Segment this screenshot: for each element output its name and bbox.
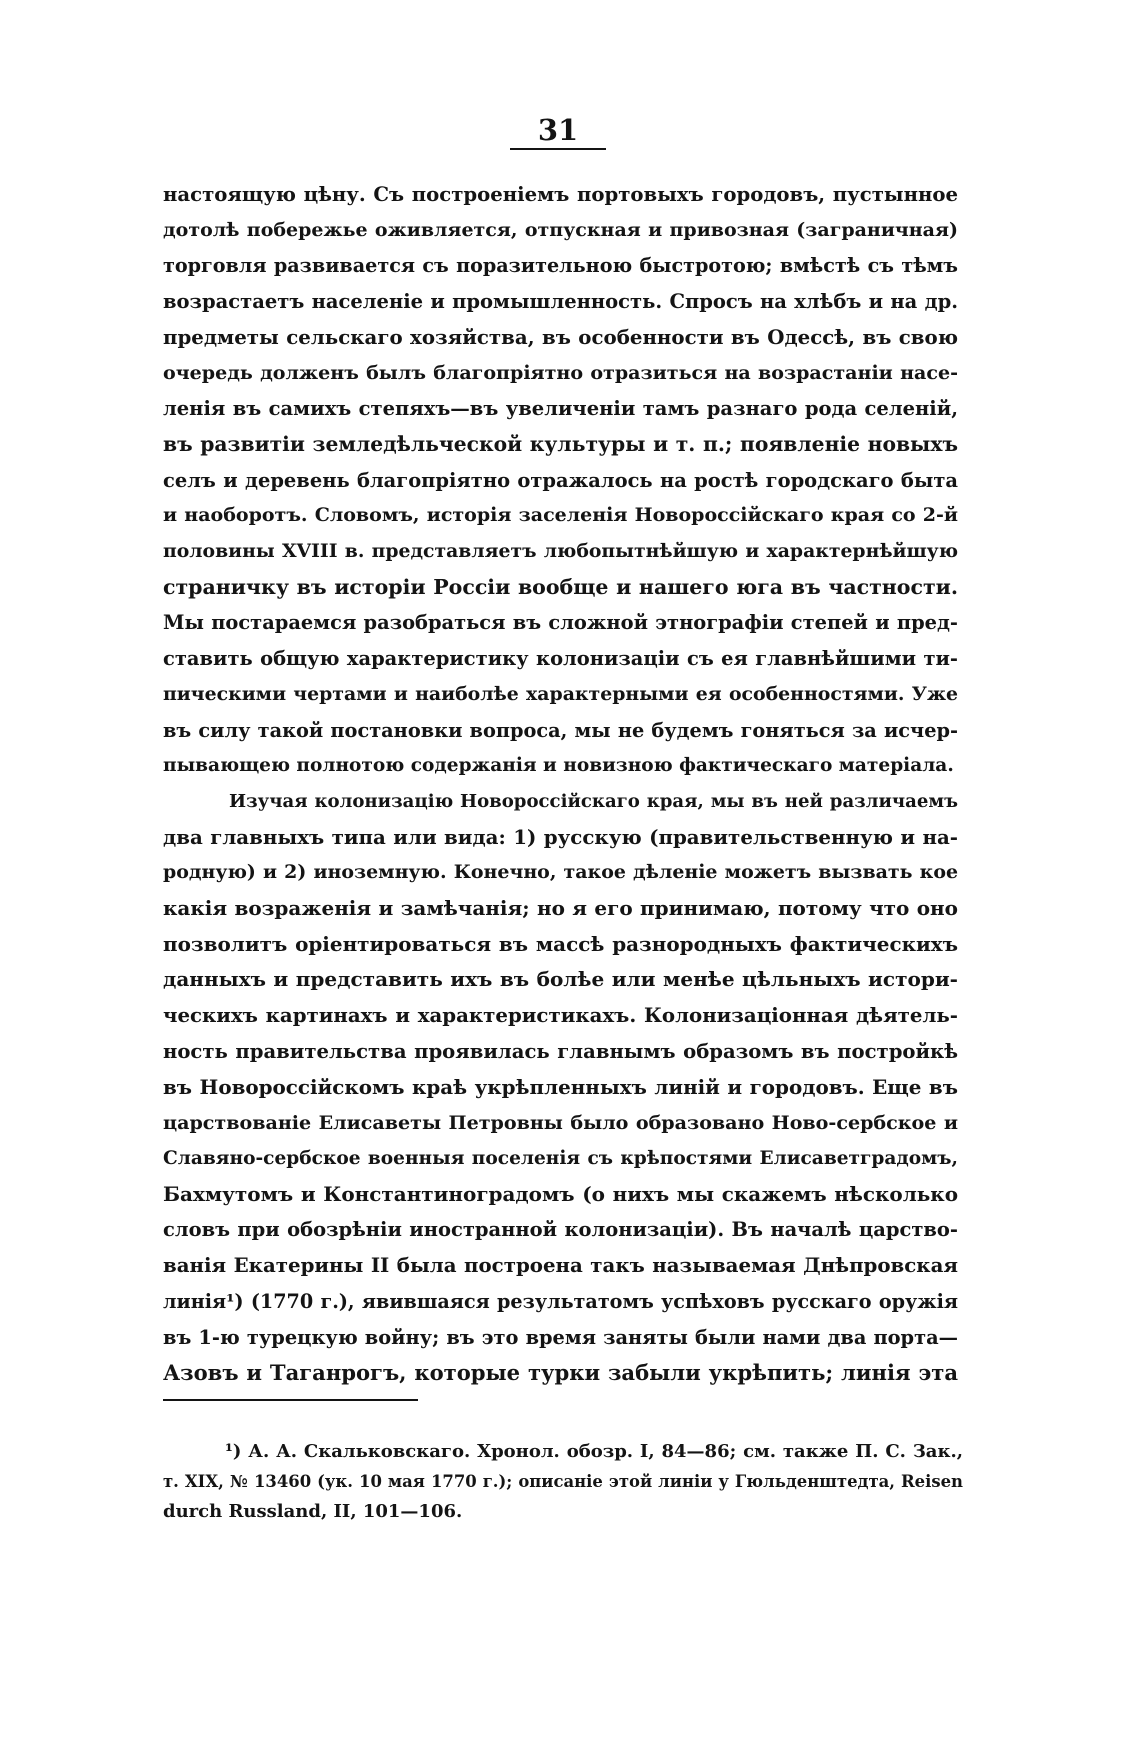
- text-line: ность правительства проявилась главнымъ образомъ въ постройкѣ: [163, 1039, 958, 1063]
- text-line: половины XVIII в. представляетъ любопытнѣйшую и характернѣйшую: [163, 540, 958, 563]
- footnote-line: ¹) А. А. Скальковскаго. Хронол. обозр. I, 84—86; см. также П. С. Зак.,: [225, 1441, 963, 1462]
- text-line: линія¹) (1770 г.), явившаяся результатомъ успѣховъ русскаго оружія: [163, 1289, 958, 1313]
- text-line: ванія Екатерины II была построена такъ называемая Днѣпровская: [163, 1253, 958, 1278]
- text-line: пывающею полнотою содержанія и новизною фактическаго матеріала.: [163, 755, 954, 777]
- text-line: въ развитіи земледѣльческой культуры и т. п.; появленіе новыхъ: [163, 431, 958, 456]
- text-line: какія возраженія и замѣчанія; но я его принимаю, потому что оно: [163, 896, 958, 921]
- footnote: [163, 1437, 963, 1527]
- body-text: [163, 177, 958, 1391]
- text-line: Славяно-сербское военныя поселенія съ крѣпостями Елисаветградомъ,: [163, 1147, 958, 1169]
- text-line: ческихъ картинахъ и характеристикахъ. Колонизаціонная дѣятель-: [163, 1003, 958, 1028]
- text-line: родную) и 2) иноземную. Конечно, такое дѣленіе можетъ вызвать кое: [163, 861, 958, 884]
- text-line: Азовъ и Таганрогъ, которые турки забыли укрѣпить; линія эта: [163, 1360, 958, 1386]
- paragraph: [163, 784, 958, 1391]
- text-line: Мы постараемся разобраться въ сложной этнографіи степей и пред-: [163, 611, 958, 635]
- footnote-line: т. XIX, № 13460 (ук. 10 мая 1770 г.); описаніе этой линіи у Гюльденштедта, Reisen: [163, 1472, 963, 1491]
- text-line: дотолѣ побережье оживляется, отпускная и привозная (заграничная): [163, 218, 958, 241]
- text-line: царствованіе Елисаветы Петровны было образовано Ново-сербское и: [163, 1111, 958, 1135]
- text-line: настоящую цѣну. Съ построеніемъ портовыхъ городовъ, пустынное: [163, 183, 958, 206]
- footnote-line: durch Russland, II, 101—106.: [163, 1501, 463, 1522]
- text-line: въ 1-ю турецкую войну; въ это время заняты были нами два порта—: [163, 1325, 958, 1349]
- paragraph: [163, 177, 958, 784]
- text-line: словъ при обозрѣніи иностранной колонизаціи). Въ началѣ царство-: [163, 1218, 958, 1242]
- text-line: очередь долженъ былъ благопріятно отразиться на возрастаніи насе-: [163, 361, 958, 384]
- text-line: въ силу такой постановки вопроса, мы не будемъ гоняться за исчер-: [163, 718, 958, 742]
- page-number: 31: [510, 112, 606, 150]
- text-line: ленія въ самихъ степяхъ—въ увеличеніи тамъ разнаго рода селеній,: [163, 397, 958, 421]
- text-line: и наоборотъ. Словомъ, исторія заселенія Новороссійскаго края со 2-й: [163, 504, 958, 527]
- text-line: Изучая колонизацію Новороссійскаго края, мы въ ней различаемъ: [229, 790, 958, 812]
- text-line: въ Новороссійскомъ краѣ укрѣпленныхъ линій и городовъ. Еще въ: [163, 1074, 958, 1099]
- text-line: селъ и деревень благопріятно отражалось на ростѣ городскаго быта: [163, 468, 958, 492]
- text-line: пическими чертами и наиболѣе характерными ея особенностями. Уже: [163, 682, 958, 705]
- text-line: Бахмутомъ и Константиноградомъ (о нихъ мы скажемъ нѣсколько: [163, 1181, 958, 1206]
- text-line: страничку въ исторіи Россіи вообще и нашего юга въ частности.: [163, 574, 958, 599]
- text-line: два главныхъ типа или вида: 1) русскую (правительственную и на-: [163, 824, 958, 849]
- text-line: предметы сельскаго хозяйства, въ особенности въ Одессѣ, въ свою: [163, 324, 958, 349]
- text-line: торговля развивается съ поразительною быстротою; вмѣстѣ съ тѣмъ: [163, 254, 958, 278]
- footnote-divider: [163, 1399, 418, 1401]
- text-line: позволитъ оріентироваться въ массѣ разнородныхъ фактическихъ: [163, 931, 958, 956]
- text-line: ставить общую характеристику колонизаціи съ ея главнѣйшими ти-: [163, 647, 958, 671]
- text-line: данныхъ и представить ихъ въ болѣе или менѣе цѣльныхъ истори-: [163, 967, 958, 992]
- text-line: возрастаетъ населеніе и промышленность. Спросъ на хлѣбъ и на др.: [163, 290, 958, 314]
